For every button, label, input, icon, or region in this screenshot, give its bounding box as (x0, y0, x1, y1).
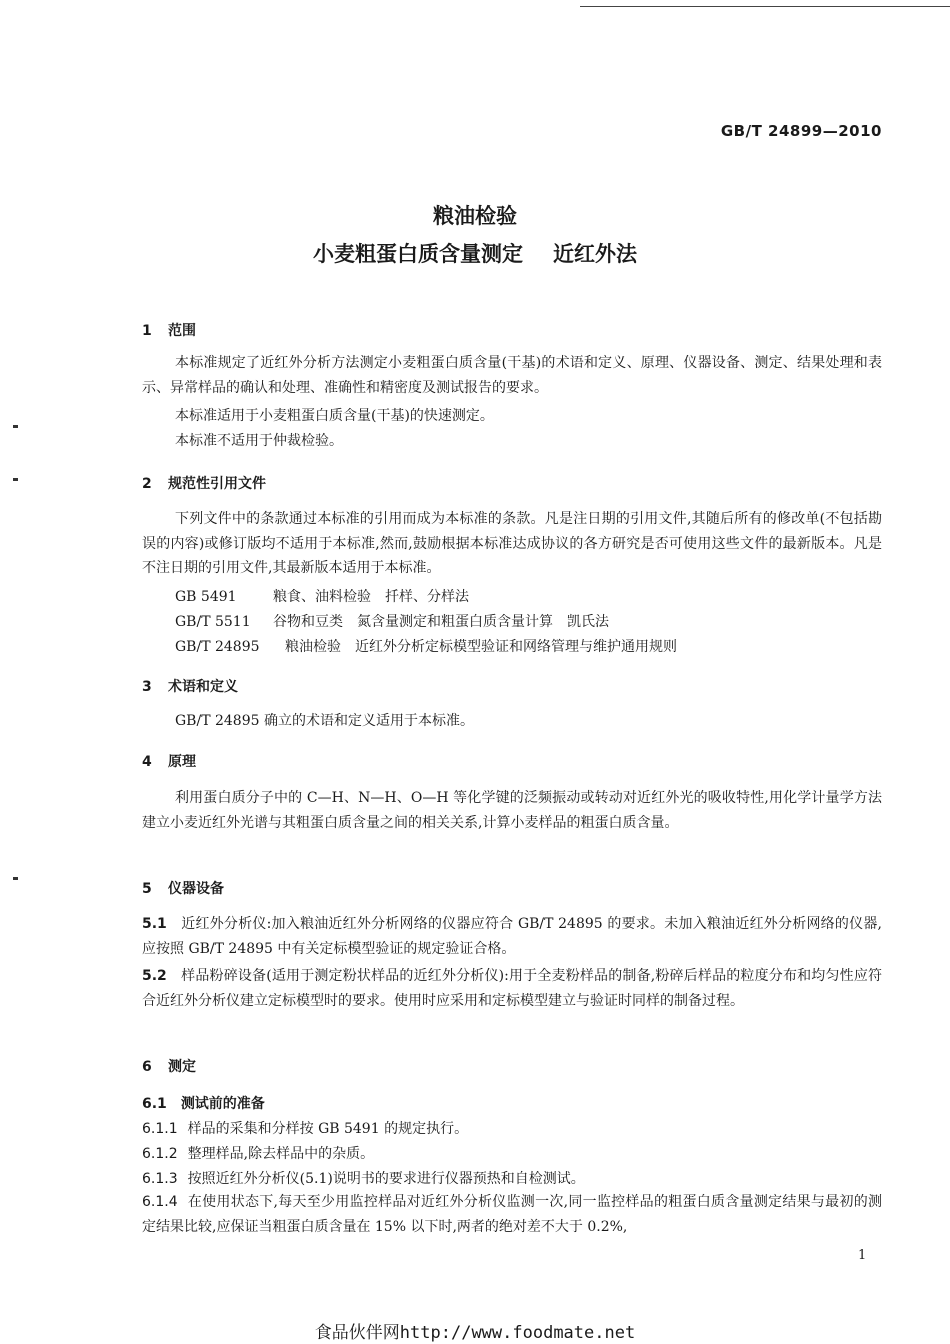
subsection-6-1-heading: 6.1 测试前的准备 (142, 1096, 265, 1112)
section-3-heading: 3 术语和定义 (142, 679, 238, 695)
section-3-para-1: GB/T 24895 确立的术语和定义适用于本标准。 (175, 713, 474, 729)
footer-watermark: 食品伙伴网http://www.foodmate.net (314, 1323, 636, 1343)
item-6-1-1: 6.1.1 样品的采集和分样按 GB 5491 的规定执行。 (142, 1121, 469, 1137)
scan-mark (13, 877, 18, 880)
doc-title-line1: 粮油检验 (433, 204, 517, 228)
standard-number: GB/T 24899—2010 (720, 122, 882, 140)
doc-title-method: 近红外法 (553, 242, 637, 266)
section-1-heading: 1 范围 (142, 323, 196, 339)
doc-title-line2 (0, 238, 950, 268)
section-4-heading: 4 原理 (142, 754, 196, 770)
section-1-para-2: 本标准适用于小麦粗蛋白质含量(干基)的快速测定。 (175, 408, 494, 424)
scan-mark (13, 425, 18, 428)
reference-item: GB/T 24895 粮油检验 近红外分析定标模型验证和网络管理与维护通用规则 (175, 639, 677, 655)
clause-5-1: 5.1 近红外分析仪:加入粮油近红外分析网络的仪器应符合 GB/T 24895 的要求。未加入粮油近红外分析网络的仪器,应按照 GB/T 24895 中有关定标模型验证的规定验证合格。 (142, 916, 883, 957)
reference-item: GB/T 5511 谷物和豆类 氮含量测定和粗蛋白质含量计算 凯氏法 (175, 614, 609, 630)
reference-item: GB 5491 粮食、油料检验 扦样、分样法 (175, 589, 469, 605)
scan-mark (13, 478, 18, 481)
section-6-heading: 6 测定 (142, 1059, 196, 1075)
top-rule (580, 6, 950, 7)
item-6-1-4: 6.1.4 在使用状态下,每天至少用监控样品对近红外分析仪监测一次,同一监控样品的粗蛋白质含量测定结果与最初的测定结果比较,应保证当粗蛋白质含量在 15% 以下时,两者的绝对差不大于 0.2%, (142, 1194, 882, 1235)
section-1-para-3: 本标准不适用于仲裁检验。 (175, 433, 343, 449)
item-6-1-3: 6.1.3 按照近红外分析仪(5.1)说明书的要求进行仪器预热和自检测试。 (142, 1171, 585, 1187)
section-2-heading: 2 规范性引用文件 (142, 476, 266, 492)
page-number: 1 (858, 1248, 867, 1263)
section-5-heading: 5 仪器设备 (142, 881, 224, 897)
doc-title-main: 小麦粗蛋白质含量测定 (313, 242, 523, 266)
clause-5-2: 5.2 样品粉碎设备(适用于测定粉状样品的近红外分析仪):用于全麦粉样品的制备,粉碎后样品的粒度分布和均匀性应符合近红外分析仪建立定标模型时的要求。使用时应采用和定标模型建立与验证时同样的制备过程。 (142, 968, 883, 1009)
item-6-1-2: 6.1.2 整理样品,除去样品中的杂质。 (142, 1146, 375, 1162)
section-2-para-1: 下列文件中的条款通过本标准的引用而成为本标准的条款。凡是注日期的引用文件,其随后所有的修改单(不包括勘误的内容)或修订版均不适用于本标准,然而,鼓励根据本标准达成协议的各方研究是否可使用这些文件的最新版本。凡是不注日期的引用文件,其最新版本适用于本标准。 (142, 511, 882, 576)
section-4-para-1: 利用蛋白质分子中的 C—H、N—H、O—H 等化学键的泛频振动或转动对近红外光的吸收特性,用化学计量学方法建立小麦近红外光谱与其粗蛋白质含量之间的相关关系,计算小麦样品的粗蛋白质含量。 (142, 790, 882, 831)
section-1-para-1: 本标准规定了近红外分析方法测定小麦粗蛋白质含量(干基)的术语和定义、原理、仪器设备、测定、结果处理和表示、异常样品的确认和处理、准确性和精密度及测试报告的要求。 (142, 355, 882, 396)
